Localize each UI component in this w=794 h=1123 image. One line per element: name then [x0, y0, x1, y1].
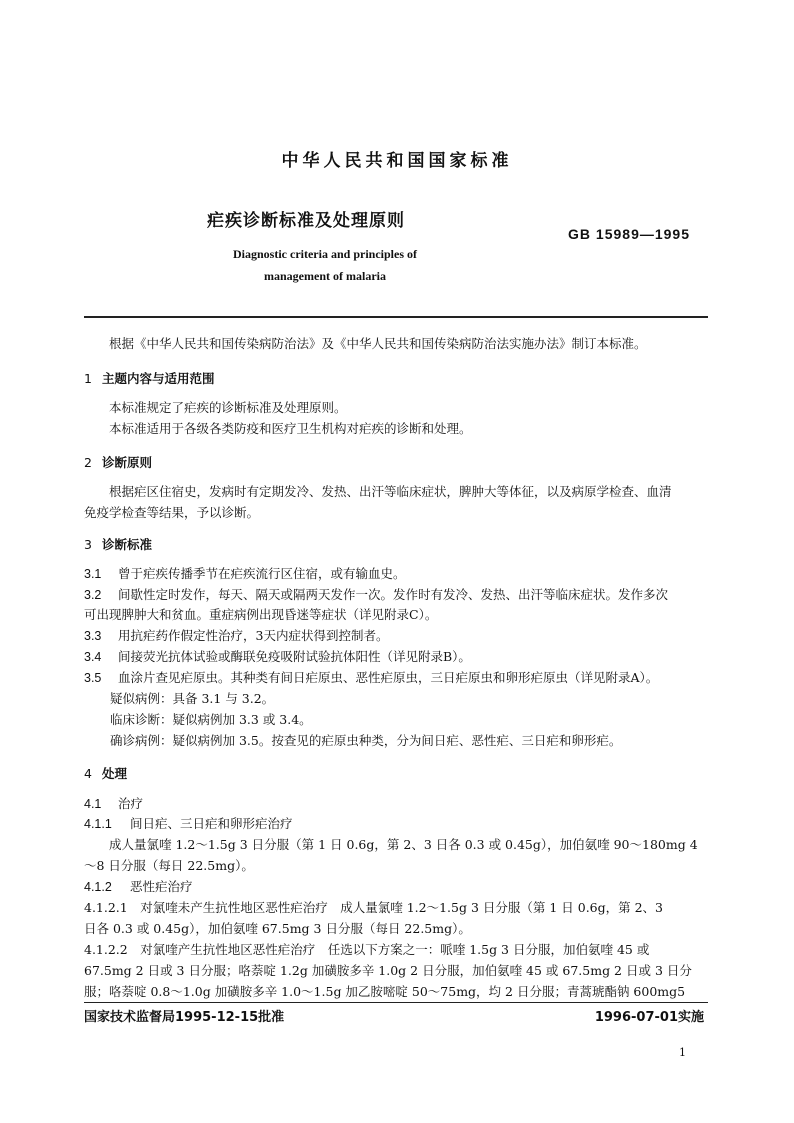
section-title: 诊断标准	[102, 537, 153, 552]
section-2-heading	[84, 453, 152, 471]
document-title: 疟疾诊断标准及处理原则	[207, 211, 405, 231]
item-text: 曾于疟疾传播季节在疟疾流行区住宿，或有输血史。	[118, 566, 406, 581]
item-text: 用抗疟药作假定性治疗，3天内症状得到控制者。	[118, 628, 389, 643]
item-number: 3.3	[84, 629, 102, 643]
item-number: 3.1	[84, 567, 102, 581]
item-number: 3.4	[84, 650, 102, 664]
section-title: 主题内容与适用范围	[102, 371, 215, 386]
item-text: 血涂片查见疟原虫。其种类有间日疟原虫、恶性疟原虫，三日疟原虫和卵形疟原虫（详见附录A）。	[118, 670, 659, 685]
subsection-4-1-2	[84, 877, 708, 897]
section-3-heading	[84, 535, 152, 553]
subsection-4-1-1	[84, 814, 708, 834]
item-text: 间接荧光抗体试验或酶联免疫吸附试验抗体阳性（详见附录B）。	[118, 649, 471, 664]
english-title-line-1: Diagnostic criteria and principles of	[233, 247, 417, 261]
list-item	[84, 626, 708, 646]
item-text: 可出现脾肿大和贫血。重症病例出现昏迷等症状（详见附录C）。	[84, 607, 438, 622]
item-number: 4.1.2	[84, 880, 112, 894]
suspected-case: 疑似病例：具备 3.1 与 3.2。	[110, 691, 275, 706]
item-number: 3.5	[84, 671, 102, 685]
item-text: 间歇性定时发作，每天、隔天或隔两天发作一次。发作时有发冷、发热、出汗等临床症状。发作多次	[118, 587, 669, 602]
section-title: 诊断原则	[102, 455, 153, 470]
section-number: 1	[84, 371, 92, 386]
paragraph-4-1-2-2-line-1: 4.1.2.2 对氯喹产生抗性地区恶性疟治疗 任选以下方案之一：哌喹 1.5g 3 日分服，加伯氨喹 45 或	[84, 942, 650, 957]
item-number: 4.1.1	[84, 817, 112, 831]
standard-code: GB 15989—1995	[568, 226, 690, 242]
item-number: 3.2	[84, 588, 102, 602]
item-number: 4.1	[84, 797, 102, 811]
section-1-paragraph-1: 本标准规定了疟疾的诊断标准及处理原则。	[109, 400, 347, 415]
implementation-date: 1996-07-01实施	[594, 1010, 704, 1025]
item-text: 恶性疟治疗	[130, 879, 193, 894]
list-item	[84, 668, 708, 688]
item-text: 治疗	[118, 796, 144, 811]
subsection-4-1	[84, 794, 708, 814]
intro-paragraph: 根据《中华人民共和国传染病防治法》及《中华人民共和国传染病防治法实施办法》制订本标准。	[109, 336, 647, 351]
section-title: 处理	[102, 766, 128, 781]
list-item	[84, 647, 708, 667]
section-number: 2	[84, 455, 92, 470]
national-standard-heading: 中华人民共和国国家标准	[281, 151, 513, 171]
approval-date: 国家技术监督局1995-12-15批准	[84, 1010, 285, 1025]
item-text: 间日疟、三日疟和卵形疟治疗	[130, 816, 293, 831]
treatment-paragraph-line-1: 成人量氯喹 1.2～1.5g 3 日分服（第 1 日 0.6g，第 2、3 日各 0.3 或 0.45g），加伯氨喹 90～180mg 4	[109, 837, 698, 852]
treatment-paragraph-line-2: ～8 日分服（每日 22.5mg）。	[84, 858, 254, 873]
section-number: 3	[84, 537, 92, 552]
english-title-line-2: management of malaria	[264, 269, 386, 283]
paragraph-4-1-2-2-line-2: 67.5mg 2 日或 3 日分服；咯萘啶 1.2g 加磺胺多辛 1.0g 2 日分服，加伯氨喹 45 或 67.5mg 2 日或 3 日分	[84, 963, 692, 978]
paragraph-4-1-2-1-line-1: 4.1.2.1 对氯喹未产生抗性地区恶性疟治疗 成人量氯喹 1.2～1.5g 3 日分服（第 1 日 0.6g，第 2、3	[84, 900, 663, 915]
paragraph-4-1-2-2-line-3: 服；咯萘啶 0.8～1.0g 加磺胺多辛 1.0～1.5g 加乙胺嘧啶 50～75mg，均 2 日分服；青蒿琥酯钠 600mg5	[84, 984, 686, 999]
section-number: 4	[84, 766, 92, 781]
list-item	[84, 564, 708, 584]
confirmed-case: 确诊病例：疑似病例加 3.5。按查见的疟原虫种类，分为间日疟、恶性疟、三日疟和卵形疟。	[110, 733, 622, 748]
footer-divider	[84, 1002, 708, 1003]
page-number: 1	[679, 1046, 686, 1059]
clinical-diagnosis: 临床诊断：疑似病例加 3.3 或 3.4。	[110, 712, 312, 727]
paragraph-4-1-2-1-line-2: 日各 0.3 或 0.45g），加伯氨喹 67.5mg 3 日分服（每日 22.5mg）。	[84, 921, 471, 936]
section-2-paragraph-line-2: 免疫学检查等结果，予以诊断。	[84, 505, 260, 520]
section-4-heading	[84, 764, 127, 782]
header-divider	[84, 316, 708, 318]
section-1-paragraph-2: 本标准适用于各级各类防疫和医疗卫生机构对疟疾的诊断和处理。	[109, 421, 472, 436]
list-item-continuation	[84, 605, 708, 625]
section-1-heading	[84, 369, 215, 387]
list-item	[84, 585, 708, 605]
section-2-paragraph-line-1: 根据疟区住宿史，发病时有定期发冷、发热、出汗等临床症状，脾肿大等体征，以及病原学检查、血清	[109, 484, 672, 499]
